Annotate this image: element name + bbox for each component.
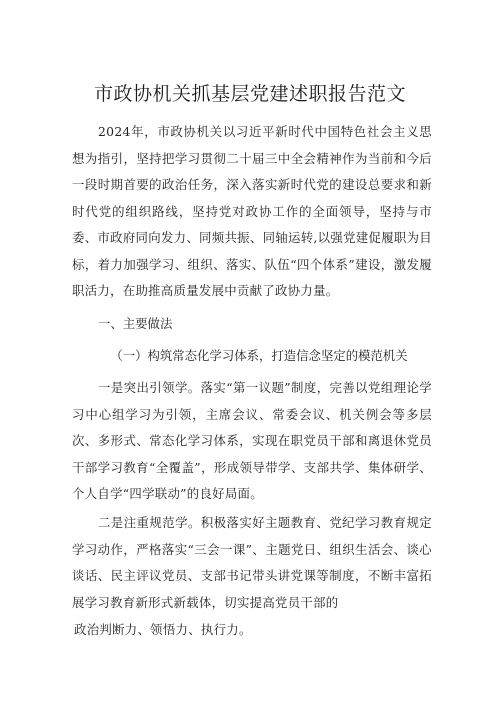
body-paragraph-2: 二是注重规范学。积极落实好主题教育、党纪学习教育规定学习动作，严格落实“三会一课”、主题党日、组织生活会、谈心谈话、民主评议党员、支部书记带头讲党课等制度，不断丰富拓展学习教育新形式新载体，切实提高党员干部的 xyxy=(72,515,432,610)
section-heading: 一、主要做法 xyxy=(98,316,173,331)
body-paragraph-2-tail: 政治判断力、领悟力、执行力。 xyxy=(74,622,252,637)
intro-paragraph: 2024年，市政协机关以习近平新时代中国特色社会主义思想为指引，坚持把学习贯彻二十届三中全会精神作为当前和今后一段时期首要的政治任务，深入落实新时代党的建设总要求和新时代党的组织路线，坚持党对政协工作的全面领导，坚持与市委、市政府同向发力、同频共振、同轴运转,以强党建促履职为目标，着力加强学习、组织、落实、队伍“四个体系”建设，激发履职活力，在助推高质量发展中贡献了政协力量。 xyxy=(72,124,432,298)
body-paragraph-1: 一是突出引领学。落实“第一议题”制度，完善以党组理论学习中心组学习为引领，主席会议、常委会议、机关例会等多层次、多形式、常态化学习体系，实现在职党员干部和离退休党员干部学习教育“全覆盖”，形成领导带学、支部共学、集体研学、个人自学“四学联动”的良好局面。 xyxy=(72,380,432,501)
document-title: 市政协机关抓基层党建述职报告范文 xyxy=(93,83,406,105)
subsection-heading: （一）构筑常态化学习体系，打造信念坚定的模范机关 xyxy=(110,348,408,363)
